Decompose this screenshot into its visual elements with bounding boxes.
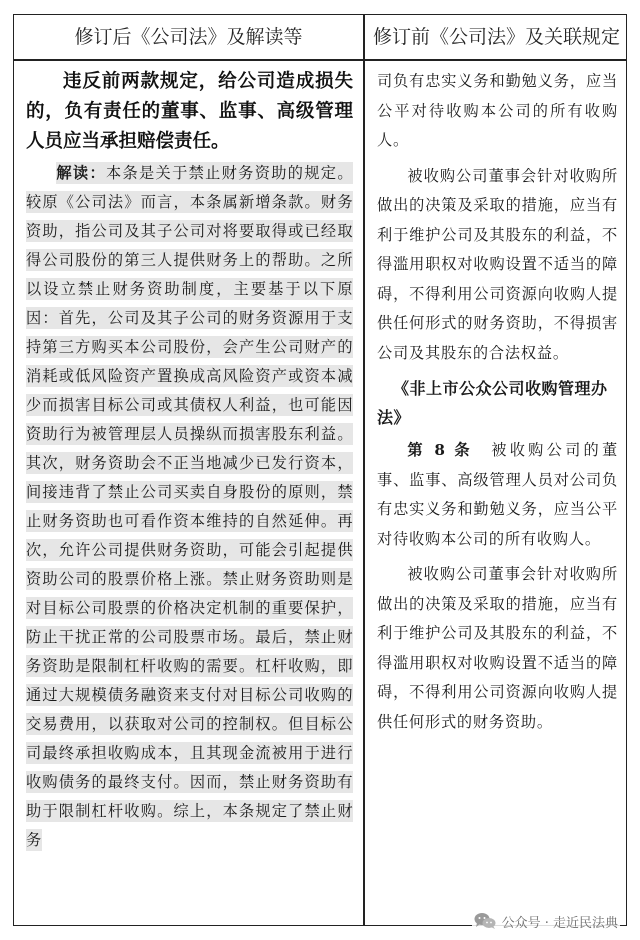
interpretation-lead: 解读：	[56, 164, 106, 182]
wechat-icon	[474, 912, 496, 930]
related-provision-paragraph: 被收购公司董事会针对收购所做出的决策及采取的措施，应当有利于维护公司及其股东的利益，不得滥用职权对收购设置不适当的障碍，不得利用公司资源向收购人提供任何形式的财务资助。	[377, 565, 618, 731]
comparison-table	[13, 14, 627, 926]
related-provision-paragraph: 司负有忠实义务和勤勉义务，应当公平对待收购本公司的所有收购人。	[377, 72, 618, 149]
regulation-title: 《非上市公众公司收购管理办法》	[377, 379, 608, 427]
interpretation-paragraph	[26, 159, 353, 855]
article-label: 第 8 条	[407, 441, 473, 459]
left-column-header: 修订后《公司法》及解读等	[74, 26, 303, 48]
article-text: 被收购公司的董事、监事、高级管理人员对公司负有忠实义务和勤勉义务，应当公平对待收购本公司的所有收购人。	[377, 441, 618, 548]
right-column	[365, 61, 628, 925]
right-column-header: 修订前《公司法》及关联规定	[372, 26, 620, 48]
law-provision-text: 违反前两款规定，给公司造成损失的，负有责任的董事、监事、高级管理人员应当承担赔偿责任。	[26, 71, 353, 152]
wechat-watermark	[472, 908, 620, 934]
left-column	[14, 61, 363, 925]
watermark-text: 公众号 · 走近民法典	[501, 915, 618, 931]
interpretation-text: 本条是关于禁止财务资助的规定。较原《公司法》而言，本条属新增条款。财务资助，指公司及其子公司对将要取得或已经取得公司股份的第三人提供财务上的帮助。之所以设立禁止财务资助制度，主要基于以下原因：首先，公司及其子公司的财务资源用于支持第三方购买本公司股份，会产生公司财产的消耗或低风险资产置换成高风险资产或资本减少而损害目标公司或其债权人利益，也可能因资助行为被管理层人员操纵而损害股东利益。其次，财务资助会不正当地减少已发行资本，间接违背了禁止公司买卖自身股份的原则，禁止财务资助也可看作资本维持的自然延伸。再次，允许公司提供财务资助，可能会引起提供资助公司的股票价格上涨。禁止财务资助则是对目标公司股票的价格决定机制的重要保护，防止干扰正常的公司股票市场。最后，禁止财务资助是限制杠杆收购的需要。杠杆收购，即通过大规模债务融资来支付对目标公司收购的交易费用，以获取对公司的控制权。但目标公司最终承担收购成本，且其现金流被用于进行收购债务的最终支付。因而，禁止财务资助有助于限制杠杆收购。综上，本条规定了禁止财务	[26, 164, 354, 849]
related-provision-paragraph: 被收购公司董事会针对收购所做出的决策及采取的措施，应当有利于维护公司及其股东的利益，不得滥用职权对收购设置不适当的障碍，不得利用公司资源向收购人提供任何形式的财务资助，不得损害公司及其股东的合法权益。	[377, 166, 618, 362]
article-paragraph	[377, 436, 618, 554]
